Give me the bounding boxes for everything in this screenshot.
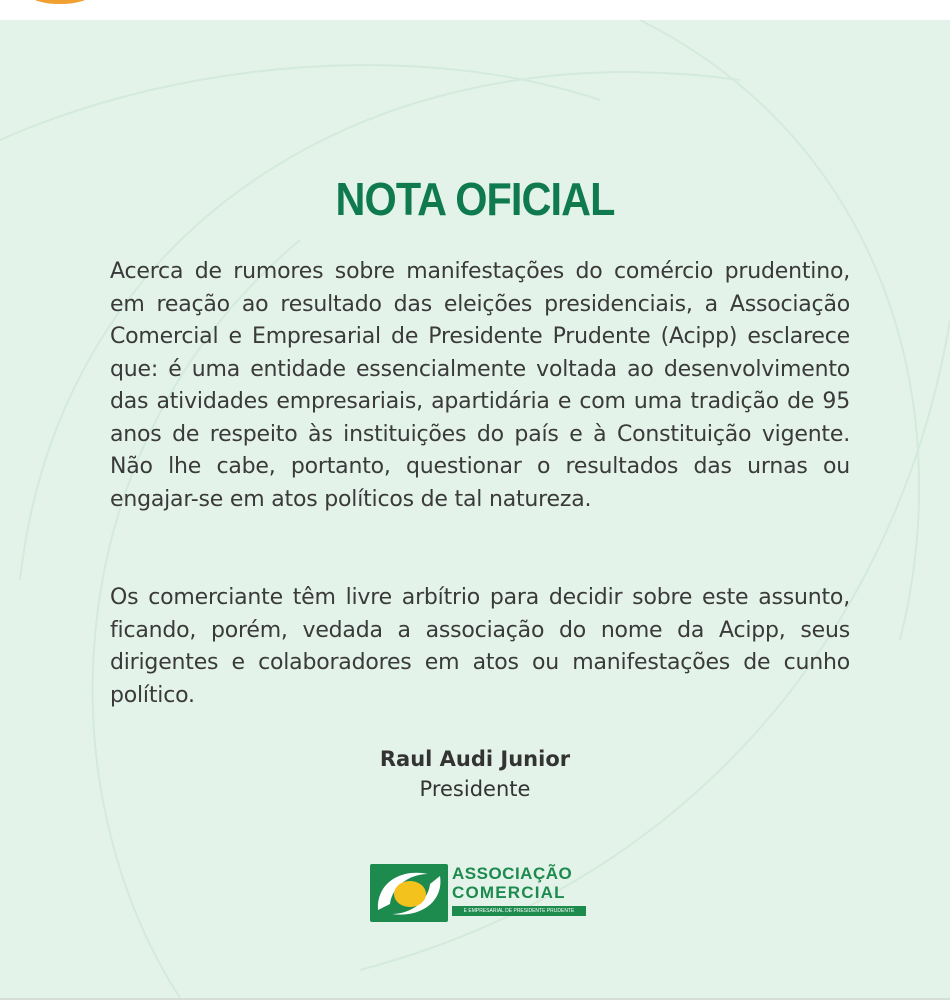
acipp-logo	[370, 864, 590, 922]
acipp-swirl-logo-icon	[370, 864, 448, 922]
logo-text-line-2: COMERCIAL	[452, 883, 566, 902]
paragraph-2: Os comerciante têm livre arbítrio para decidir sobre este assunto, ficando, porém, vedada a associação do nome da Acipp, seus dirigentes e colaboradores em atos ou manifestações de cunho político.	[110, 585, 850, 708]
official-note-card	[0, 20, 950, 998]
logo-text-line-3: E EMPRESARIAL DE PRESIDENTE PRUDENTE	[452, 906, 586, 916]
paragraph-1: Acerca de rumores sobre manifestações do comércio prudentino, em reação ao resultado das eleições presidenciais, a Associação Comercial e Empresarial de Presidente Prudente (Acipp) esclarece que: é uma entidade essencialmente voltada ao desenvolvimento das atividades empresariais, apartidária e com uma tradição de 95 anos de respeito às instituições do país e à Constituição vigente. Não lhe cabe, portanto, questionar o resultados das urnas ou engajar-se em atos políticos de tal natureza.	[110, 259, 850, 512]
top-strip	[0, 0, 950, 20]
signatory-role: Presidente	[419, 777, 531, 801]
logo-text-line-1: ASSOCIAÇÃO	[452, 864, 573, 883]
signature-block	[0, 744, 950, 804]
signatory-name: Raul Audi Junior	[379, 747, 571, 771]
page-title: NOTA OFICIAL	[335, 173, 615, 225]
cropped-logo-fragment	[30, 0, 90, 4]
